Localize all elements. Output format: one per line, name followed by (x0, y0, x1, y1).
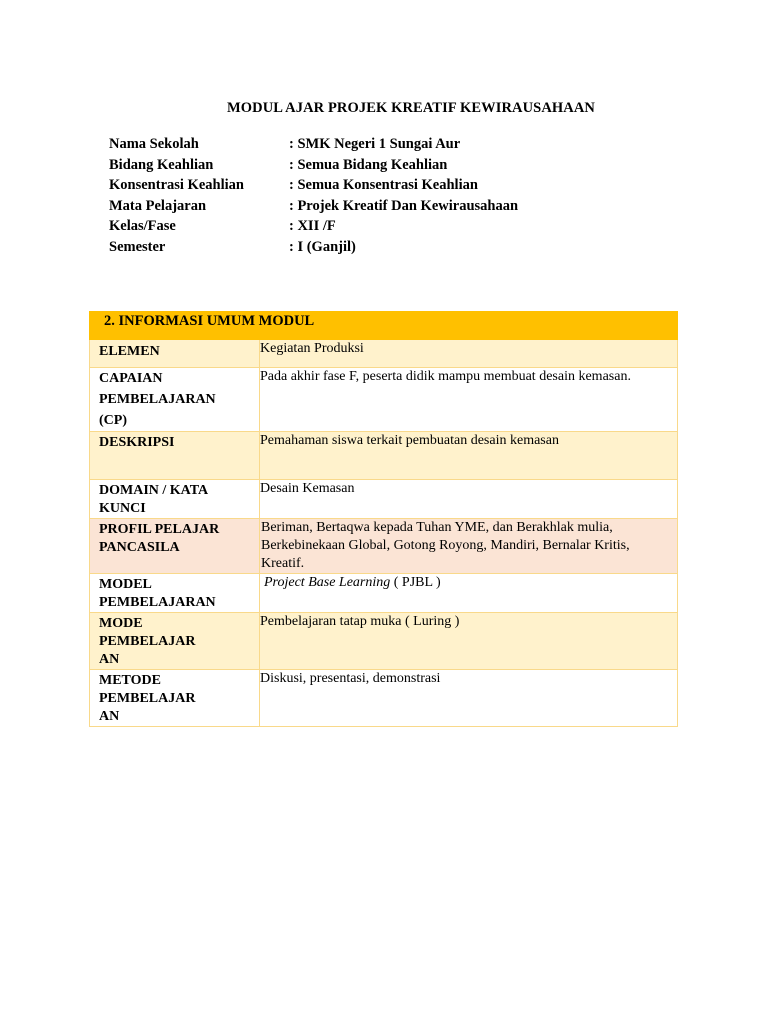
row-label-line: DOMAIN / KATA (99, 483, 209, 498)
row-label-line: AN (99, 709, 120, 724)
table-row (90, 574, 678, 613)
row-label-line: MODE (99, 616, 143, 631)
row-label-line: PEMBELAJAR (99, 691, 196, 706)
info-value: : Semua Bidang Keahlian (289, 156, 448, 173)
row-label-line: KUNCI (99, 501, 146, 516)
row-label (90, 368, 260, 432)
row-label-line: PEMBELAJAR (99, 634, 196, 649)
row-value: Diskusi, presentasi, demonstrasi (260, 670, 678, 727)
general-info-table (89, 311, 678, 727)
row-label-line: (CP) (99, 413, 127, 428)
table-row (90, 432, 678, 480)
row-label (90, 480, 260, 519)
info-value: : I (Ganjil) (289, 238, 356, 255)
row-label-line: PEMBELAJARAN (99, 392, 216, 407)
info-row-class (109, 218, 518, 239)
table-row (90, 519, 678, 574)
row-value-line: Kreatif. (261, 556, 305, 571)
info-label: Kelas/Fase (109, 218, 176, 234)
document-title: MODUL AJAR PROJEK KREATIF KEWIRAUSAHAAN (226, 100, 596, 116)
info-value: : XII /F (289, 218, 336, 234)
row-label-line: CAPAIAN (99, 371, 163, 386)
row-label-line: AN (99, 652, 120, 667)
row-value-line: Beriman, Bertaqwa kepada Tuhan YME, dan Berakhlak mulia, (261, 520, 613, 535)
row-label-line: PANCASILA (99, 540, 180, 555)
row-label (90, 574, 260, 613)
module-identity-block (109, 136, 518, 259)
table-row (90, 340, 678, 368)
info-label: Bidang Keahlian (109, 156, 214, 173)
table-row (90, 613, 678, 670)
row-label-line: PROFIL PELAJAR (99, 522, 220, 537)
row-label (90, 519, 260, 574)
row-label (90, 670, 260, 727)
row-label: DESKRIPSI (90, 432, 260, 480)
info-value: : Semua Konsentrasi Keahlian (289, 177, 478, 193)
table-header-row (90, 312, 678, 340)
row-label-line: METODE (99, 673, 161, 688)
info-label: Mata Pelajaran (109, 197, 207, 214)
table-header: 2. INFORMASI UMUM MODUL (90, 312, 678, 340)
value-italic: Project Base Learning (264, 575, 391, 590)
row-value: Pemahaman siswa terkait pembuatan desain kemasan (260, 432, 678, 480)
info-row-field (109, 157, 518, 178)
info-label: Semester (109, 238, 166, 255)
row-value: Pembelajaran tatap muka ( Luring ) (260, 613, 678, 670)
row-value (260, 519, 678, 574)
table-row (90, 368, 678, 432)
info-value: : SMK Negeri 1 Sungai Aur (289, 136, 461, 152)
row-value (260, 574, 678, 613)
info-row-concentration (109, 177, 518, 198)
row-label: ELEMEN (90, 340, 260, 368)
row-value-line: Berkebinekaan Global, Gotong Royong, Mandiri, Bernalar Kritis, (261, 538, 630, 553)
row-label-line: PEMBELAJARAN (99, 595, 216, 610)
info-label: Konsentrasi Keahlian (109, 177, 244, 193)
info-row-semester (109, 239, 518, 260)
info-row-subject (109, 198, 518, 219)
row-value-line (260, 575, 441, 590)
info-value: : Projek Kreatif Dan Kewirausahaan (289, 197, 519, 214)
row-value: Kegiatan Produksi (260, 340, 678, 368)
info-row-school (109, 136, 518, 157)
table-row (90, 480, 678, 519)
row-value: Pada akhir fase F, peserta didik mampu membuat desain kemasan. (260, 368, 678, 432)
row-label-line: MODEL (99, 577, 152, 592)
table-row (90, 670, 678, 727)
row-value: Desain Kemasan (260, 480, 678, 519)
row-label (90, 613, 260, 670)
info-label: Nama Sekolah (109, 136, 199, 152)
value-rest: ( PJBL ) (390, 575, 441, 590)
